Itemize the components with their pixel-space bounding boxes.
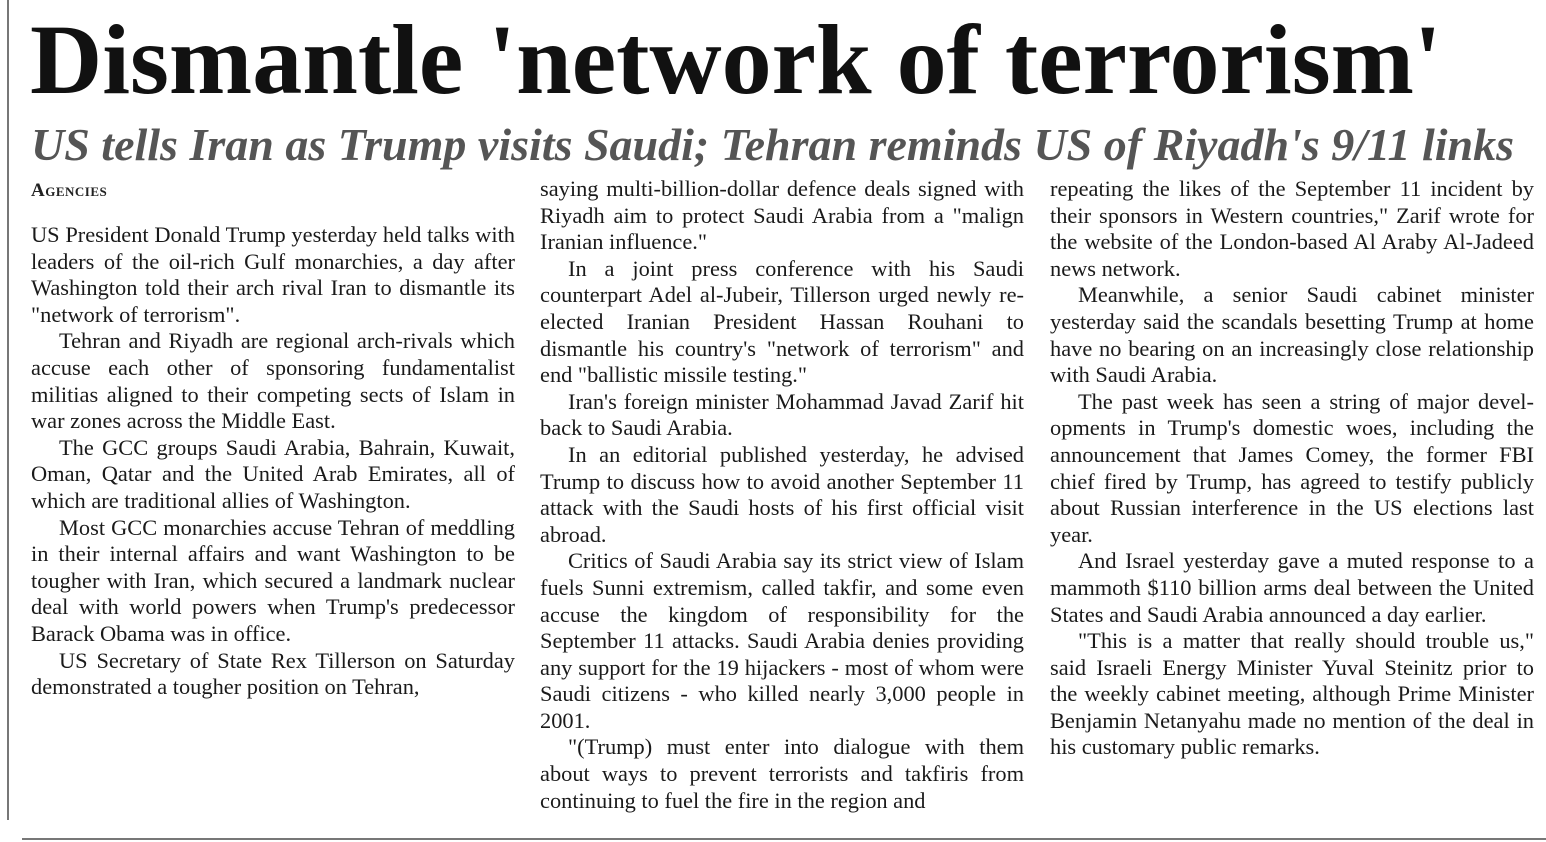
paragraph: The past week has seen a string of major developments in Trump's domestic woes, including the announcement that James Comey, the former FBI chief fired by Trump, has agreed to testify publicly about Russian interference in the US elections last year. <box>1050 388 1534 547</box>
paragraph: "(Trump) must enter into dialogue with them about ways to prevent terrorists and takfiris from continuing to fuel the fire in the region and <box>540 734 1024 813</box>
left-column-rule <box>7 0 9 820</box>
paragraph: Tehran and Riyadh are regional arch-rivals which accuse each other of sponsoring fundamentalist militias aligned to their competing sects of Islam in war zones across the Middle East. <box>31 328 515 434</box>
paragraph: Iran's foreign minister Mohammad Javad Zarif hit back to Saudi Arabia. <box>540 388 1024 441</box>
paragraph: The GCC groups Saudi Arabia, Bahrain, Kuwait, Oman, Qatar and the United Arab Emirates, all of which are traditional allies of Washington. <box>31 434 515 513</box>
paragraph: Critics of Saudi Arabia say its strict view of Islam fuels Sunni extremism, called takfir, and some even accuse the kingdom of responsibility for the September 11 attacks. Saudi Arabia denies providing any support for the 19 hijackers - most of whom were Saudi citizens - who killed nearly 3,000 people in 2001. <box>540 548 1024 733</box>
paragraph: And Israel yesterday gave a muted response to a mammoth $110 billion arms deal between the United States and Saudi Arabia announced a day earlier. <box>1050 548 1534 627</box>
paragraph: "This is a matter that really should trouble us," said Israeli Energy Minister Yuval Steinitz prior to the weekly cabinet meeting, although Prime Minister Benjamin Netanyahu made no mention of the deal in his customary public remarks. <box>1050 628 1534 760</box>
paragraph: repeating the likes of the September 11 incident by their sponsors in Western countries," Zarif wrote for the website of the London-based Al Araby Al-Jadeed news network. <box>1050 176 1534 281</box>
headline: Dismantle 'network of terrorism' <box>30 4 1442 115</box>
paragraph: saying multi-billion-dollar defence deals signed with Riyadh aim to protect Saudi Arabia from a "malign Iranian influence." <box>540 176 1024 255</box>
article-column-3 <box>1050 176 1534 761</box>
paragraph: In a joint press conference with his Saudi counterpart Adel al-Jubeir, Tillerson urged newly re-elected Iranian President Hassan Rouhani to dismantle his country's "network of terrorism" and end "ballistic missile testing." <box>540 255 1024 388</box>
paragraph: In an editorial published yesterday, he advised Trump to discuss how to avoid another September 11 attack with the Saudi hosts of his first official visit abroad. <box>540 441 1024 547</box>
paragraph: US President Donald Trump yesterday held talks with leaders of the oil-rich Gulf monarchies, a day after Washington told their arch rival Iran to dismantle its "network of terrorism". <box>31 222 515 327</box>
paragraph: Meanwhile, a senior Saudi cabinet minister yesterday said the scandals besetting Trump at home have no bearing on an increasingly close relationship with Saudi Arabia. <box>1050 282 1534 388</box>
article-column-1 <box>31 176 515 701</box>
subheadline: US tells Iran as Trump visits Saudi; Tehran reminds US of Riyadh's 9/11 links <box>31 119 1515 170</box>
article-column-2 <box>540 176 1024 814</box>
paragraph: Most GCC monarchies accuse Tehran of meddling in their internal affairs and want Washington to be tougher with Iran, which secured a landmark nuclear deal with world powers when Trump's predecessor Barack Obama was in office. <box>31 514 515 646</box>
paragraph: US Secretary of State Rex Tillerson on Saturday demonstrated a tougher position on Tehran, <box>31 647 515 700</box>
byline: Agencies <box>31 180 108 201</box>
bottom-rule <box>22 838 1546 840</box>
